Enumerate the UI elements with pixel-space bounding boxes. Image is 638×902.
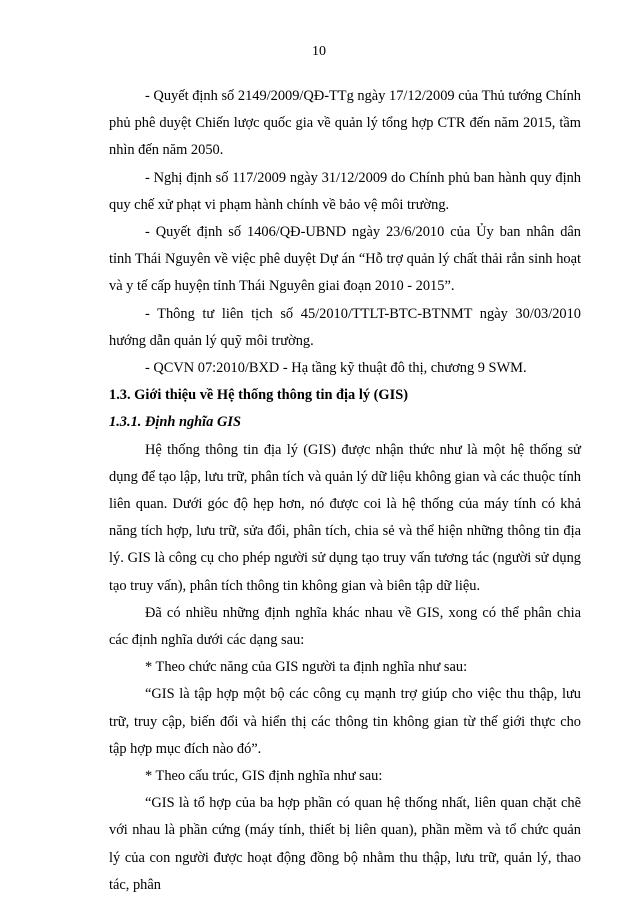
body-paragraph: * Theo cấu trúc, GIS định nghĩa như sau: xyxy=(145,768,383,785)
page-number: 10 xyxy=(312,44,326,59)
legal-item-paragraph: - QCVN 07:2010/BXD - Hạ tầng kỹ thuật đô thị, chương 9 SWM. xyxy=(145,360,527,377)
legal-item-paragraph: - Quyết định số 1406/QĐ-UBND ngày 23/6/2010 của Ủy ban nhân dân tỉnh Thái Nguyên về việc phê duyệt Dự án “Hỗ trợ quản lý chất thải rắn sinh hoạt và y tế cấp huyện tỉnh Thái Nguyên giai đoạn 2010 - 2015”. xyxy=(109,224,581,295)
section-heading: 1.3. Giới thiệu về Hệ thống thông tin địa lý (GIS) xyxy=(109,387,409,404)
body-paragraph: Đã có nhiều những định nghĩa khác nhau về GIS, xong có thể phân chia các định nghĩa dưới các dạng sau: xyxy=(109,604,581,649)
body-paragraph: * Theo chức năng của GIS người ta định nghĩa như sau: xyxy=(145,659,468,676)
quote-paragraph: “GIS là tổ hợp của ba hợp phần có quan hệ thống nhất, liên quan chặt chẽ với nhau là phần cứng (máy tính, thiết bị liên quan), phần mềm và tổ chức quản lý của con người được hoạt động đồng bộ nhằm thu thập, lưu trữ, quản lý, thao tác, phân xyxy=(109,795,581,893)
subsection-heading: 1.3.1. Định nghĩa GIS xyxy=(109,414,241,431)
legal-item-paragraph: - Quyết định số 2149/2009/QĐ-TTg ngày 17/12/2009 của Thủ tướng Chính phủ phê duyệt Chiến lược quốc gia về quản lý tổng hợp CTR đến năm 2015, tầm nhìn đến năm 2050. xyxy=(109,88,581,159)
page-content xyxy=(109,83,581,899)
body-paragraph: Hệ thống thông tin địa lý (GIS) được nhận thức như là một hệ thống sử dụng để tạo lập, lưu trữ, phân tích và quản lý dữ liệu không gian và các thuộc tính liên quan. Dưới góc độ hẹp hơn, nó được coi là hệ thống của máy tính có khả năng tích hợp, lưu trữ, sửa đổi, phân tích, chia sẻ và thể hiện những thông tin địa lý. GIS là công cụ cho phép người sử dụng tạo truy vấn tương tác (người sử dụng tạo truy vấn), phân tích thông tin không gian và biên tập dữ liệu. xyxy=(109,441,581,594)
legal-item-paragraph: - Thông tư liên tịch số 45/2010/TTLT-BTC-BTNMT ngày 30/03/2010 hướng dẫn quản lý quỹ môi trường. xyxy=(109,305,581,349)
legal-item-paragraph: - Nghị định số 117/2009 ngày 31/12/2009 do Chính phủ ban hành quy định quy chế xử phạt vi phạm hành chính về bảo vệ môi trường. xyxy=(109,169,581,213)
quote-paragraph: “GIS là tập hợp một bộ các công cụ mạnh trợ giúp cho việc thu thập, lưu trữ, truy cập, biến đổi và hiển thị các thông tin không gian từ thế giới thực cho tập hợp mục đích nào đó”. xyxy=(109,686,581,757)
